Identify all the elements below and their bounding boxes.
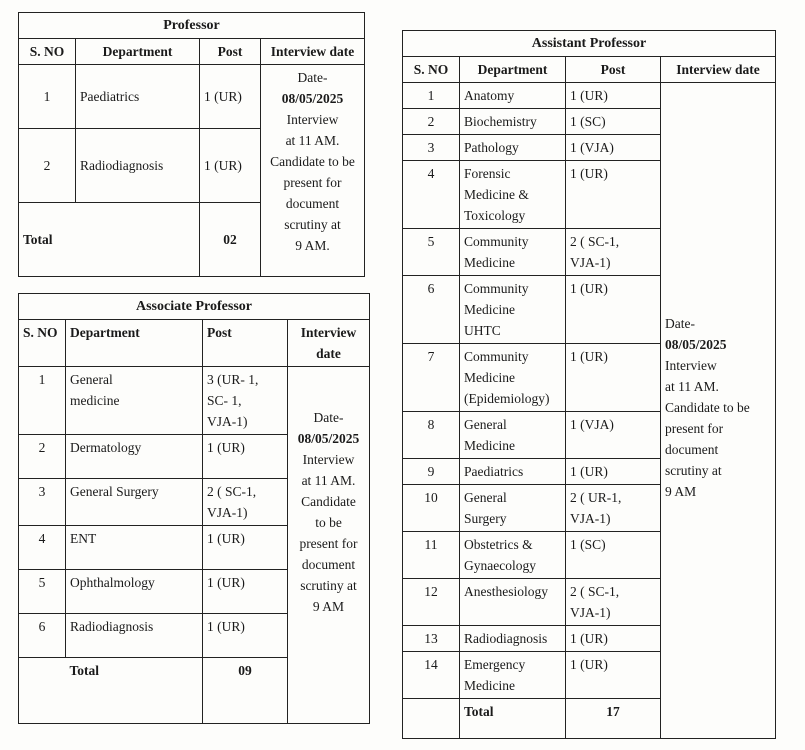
- sno-cell: 6: [403, 276, 460, 344]
- post-cell: 1 (UR): [566, 276, 661, 344]
- total-label: Total: [19, 203, 200, 277]
- sno-cell: 1: [19, 65, 76, 129]
- post-cell: 1 (VJA): [566, 135, 661, 161]
- sno-cell: 1: [19, 367, 66, 435]
- sno-cell: 13: [403, 626, 460, 652]
- interview-details: Interview at 11 AM. Candidate to be present for document scrutiny at 9 AM: [299, 452, 358, 614]
- department-cell: Ophthalmology: [66, 570, 203, 614]
- department-cell: Community Medicine UHTC: [460, 276, 566, 344]
- total-value: 09: [203, 658, 288, 724]
- department-cell: Forensic Medicine & Toxicology: [460, 161, 566, 229]
- sno-cell: 8: [403, 412, 460, 459]
- department-cell: General Medicine: [460, 412, 566, 459]
- post-cell: 1 (UR): [566, 161, 661, 229]
- interview-date-cell: [288, 367, 370, 724]
- col-header-sno: S. NO: [19, 320, 66, 367]
- sno-cell: 4: [403, 161, 460, 229]
- col-header-department: Department: [66, 320, 203, 367]
- col-header-interview-date: Interview date: [288, 320, 370, 367]
- col-header-sno: S. NO: [19, 39, 76, 65]
- associate-professor-table: [18, 293, 370, 724]
- department-cell: Pathology: [460, 135, 566, 161]
- department-cell: General Surgery: [460, 485, 566, 532]
- post-cell: 1 (UR): [203, 526, 288, 570]
- post-cell: 1 (UR): [203, 614, 288, 658]
- professor-table: [18, 12, 365, 277]
- interview-date-prefix: Date-: [313, 410, 344, 425]
- col-header-post: Post: [566, 57, 661, 83]
- sno-cell: 2: [19, 435, 66, 479]
- interview-details: Interview at 11 AM. Candidate to be present for document scrutiny at 9 AM.: [270, 112, 355, 253]
- interview-date-cell: [661, 83, 776, 739]
- post-cell: 1 (UR): [566, 652, 661, 699]
- post-cell: 2 ( SC-1, VJA-1): [566, 229, 661, 276]
- post-cell: 3 (UR- 1, SC- 1, VJA-1): [203, 367, 288, 435]
- post-cell: 1 (UR): [566, 83, 661, 109]
- sno-cell: 11: [403, 532, 460, 579]
- total-value: 02: [200, 203, 261, 277]
- sno-cell: 14: [403, 652, 460, 699]
- col-header-department: Department: [460, 57, 566, 83]
- col-header-department: Department: [76, 39, 200, 65]
- post-cell: 2 ( UR-1, VJA-1): [566, 485, 661, 532]
- department-cell: Emergency Medicine: [460, 652, 566, 699]
- interview-date-prefix: Date-: [665, 316, 695, 331]
- post-cell: 1 (UR): [200, 129, 261, 203]
- post-cell: 2 ( SC-1, VJA-1): [566, 579, 661, 626]
- sno-cell: 3: [403, 135, 460, 161]
- sno-cell: 7: [403, 344, 460, 412]
- sno-cell: 4: [19, 526, 66, 570]
- department-cell: Community Medicine (Epidemiology): [460, 344, 566, 412]
- department-cell: General Surgery: [66, 479, 203, 526]
- assistant-professor-table: [402, 30, 776, 739]
- table-caption: Professor: [19, 13, 365, 39]
- col-header-interview-date: Interview date: [661, 57, 776, 83]
- col-header-sno: S. NO: [403, 57, 460, 83]
- interview-details: Interview at 11 AM. Candidate to be present for document scrutiny at 9 AM: [665, 358, 750, 499]
- department-cell: Community Medicine: [460, 229, 566, 276]
- table-row: [19, 367, 370, 435]
- total-label: Total: [66, 658, 203, 724]
- total-label: Total: [460, 699, 566, 739]
- total-value: 17: [566, 699, 661, 739]
- post-cell: 2 ( SC-1, VJA-1): [203, 479, 288, 526]
- post-cell: 1 (VJA): [566, 412, 661, 459]
- department-cell: Paediatrics: [460, 459, 566, 485]
- interview-date-prefix: Date-: [297, 70, 328, 85]
- sno-cell: 2: [19, 129, 76, 203]
- col-header-interview-date: Interview date: [261, 39, 365, 65]
- col-header-post: Post: [200, 39, 261, 65]
- department-cell: Biochemistry: [460, 109, 566, 135]
- table-caption: Assistant Professor: [403, 31, 776, 57]
- interview-date-cell: [261, 65, 365, 277]
- sno-cell: 3: [19, 479, 66, 526]
- department-cell: Anatomy: [460, 83, 566, 109]
- post-cell: 1 (SC): [566, 532, 661, 579]
- total-spacer: [403, 699, 460, 739]
- table-row: [403, 83, 776, 109]
- department-cell: Obstetrics & Gynaecology: [460, 532, 566, 579]
- table-row: [19, 65, 365, 129]
- department-cell: Anesthesiology: [460, 579, 566, 626]
- sno-cell: 5: [403, 229, 460, 276]
- post-cell: 1 (SC): [566, 109, 661, 135]
- department-cell: Radiodiagnosis: [460, 626, 566, 652]
- department-cell: General medicine: [66, 367, 203, 435]
- post-cell: 1 (UR): [566, 344, 661, 412]
- department-cell: Paediatrics: [76, 65, 200, 129]
- sno-cell: 12: [403, 579, 460, 626]
- department-cell: Radiodiagnosis: [76, 129, 200, 203]
- department-cell: Radiodiagnosis: [66, 614, 203, 658]
- table-caption: Associate Professor: [19, 294, 370, 320]
- post-cell: 1 (UR): [200, 65, 261, 129]
- post-cell: 1 (UR): [203, 570, 288, 614]
- post-cell: 1 (UR): [566, 459, 661, 485]
- sno-cell: 1: [403, 83, 460, 109]
- interview-date-value: 08/05/2025: [281, 91, 344, 106]
- post-cell: 1 (UR): [203, 435, 288, 479]
- sno-cell: 10: [403, 485, 460, 532]
- total-spacer: [19, 658, 66, 724]
- department-cell: Dermatology: [66, 435, 203, 479]
- sno-cell: 5: [19, 570, 66, 614]
- post-cell: 1 (UR): [566, 626, 661, 652]
- interview-date-value: 08/05/2025: [297, 431, 360, 446]
- department-cell: ENT: [66, 526, 203, 570]
- col-header-post: Post: [203, 320, 288, 367]
- interview-date-value: 08/05/2025: [665, 337, 727, 352]
- sno-cell: 9: [403, 459, 460, 485]
- sno-cell: 6: [19, 614, 66, 658]
- sno-cell: 2: [403, 109, 460, 135]
